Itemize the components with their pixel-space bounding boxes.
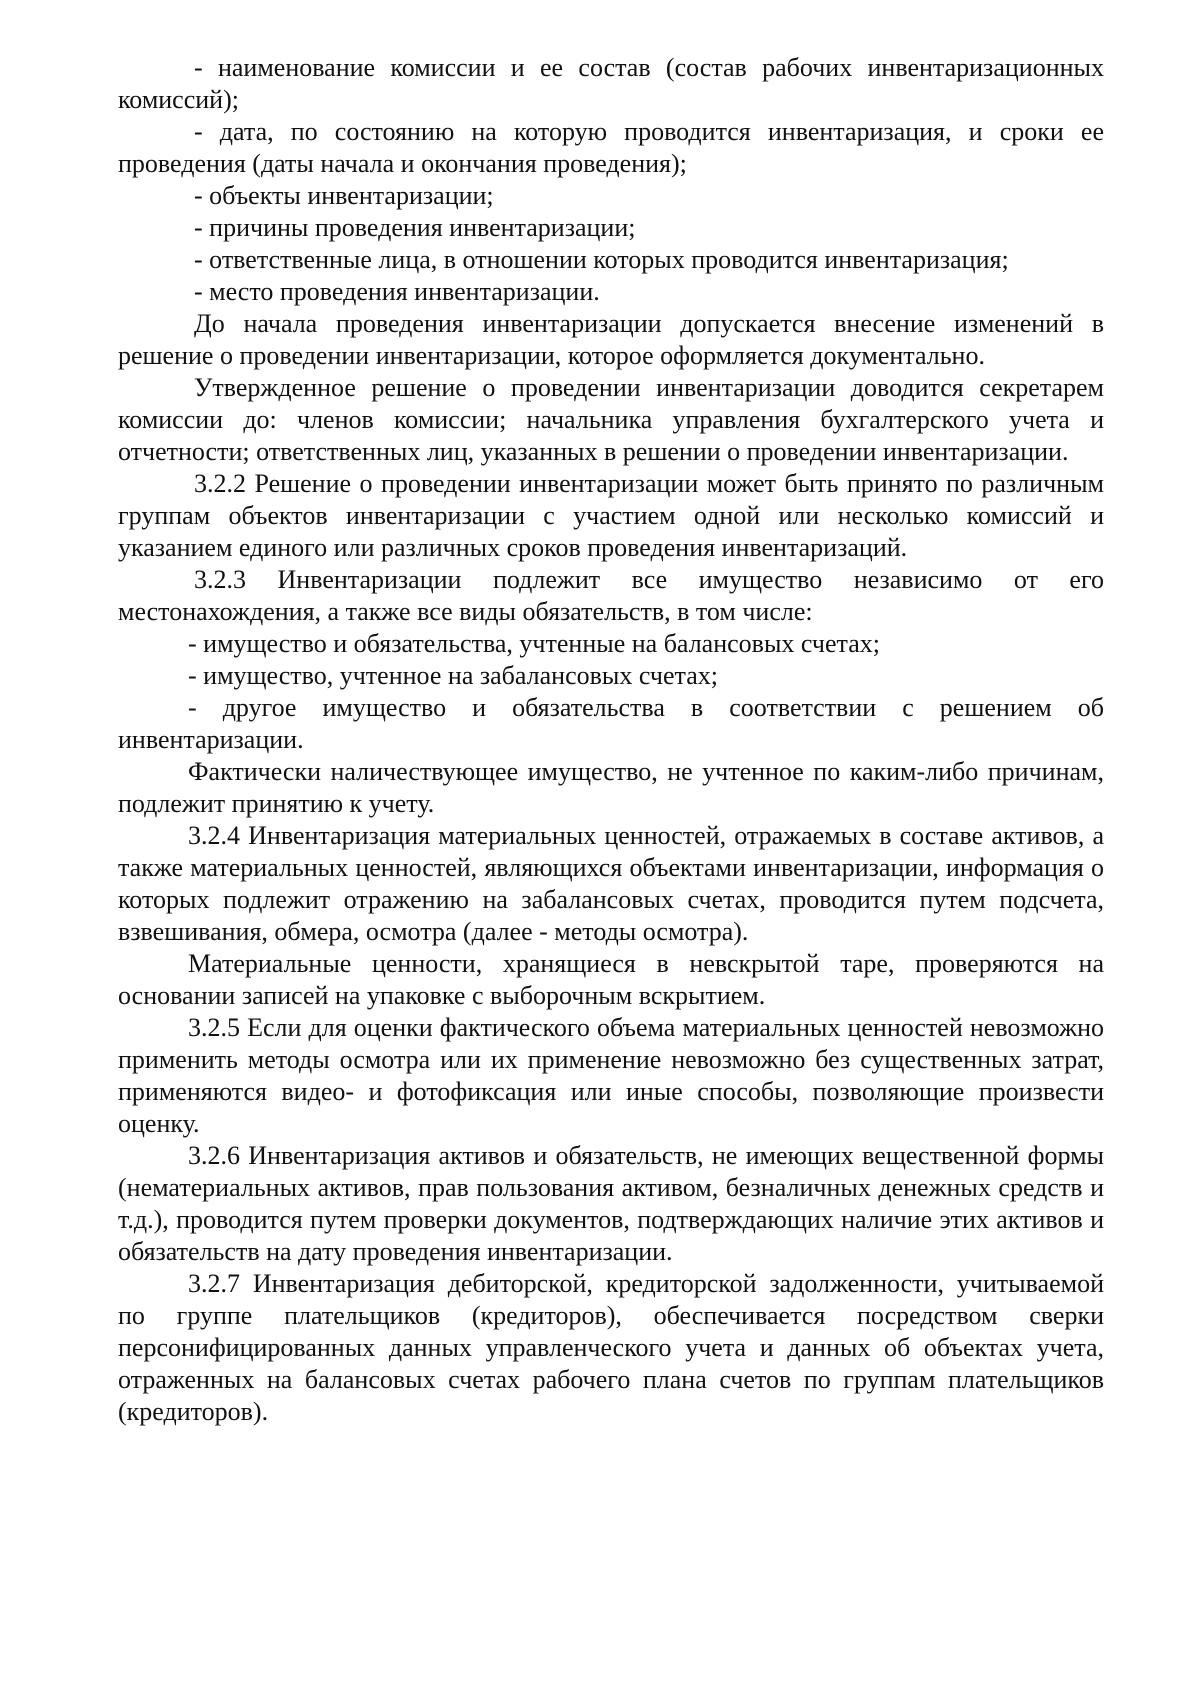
paragraph-inventory-reasons: - причины проведения инвентаризации; (194, 213, 636, 242)
paragraph-3-2-4: 3.2.4 Инвентаризация материальных ценностей, отражаемых в составе активов, а также материальных ценностей, являющихся объектами инвентаризации, информация о которых подлежит отражению на забалансовых счетах, проводится путем подсчета, взвешивания, обмера, осмотра (далее - методы осмотра). (118, 821, 1104, 946)
document-body (118, 52, 1104, 1428)
paragraph-actual-property: Фактически наличествующее имущество, не учтенное по каким-либо причинам, подлежит принятию к учету. (118, 757, 1104, 818)
paragraph-other-property: - другое имущество и обязательства в соответствии с решением об инвентаризации. (118, 693, 1104, 754)
paragraph-approved-decision: Утвержденное решение о проведении инвентаризации доводится секретарем комиссии до: членов комиссии; начальника управления бухгалтерского учета и отчетности; ответственных лиц, указанных в решении о проведении инвентаризации. (118, 373, 1104, 466)
paragraph-inventory-objects: - объекты инвентаризации; (194, 181, 494, 210)
paragraph-3-2-2: 3.2.2 Решение о проведении инвентаризации может быть принято по различным группам объектов инвентаризации с участием одной или несколько комиссий и указанием единого или различных сроков проведения инвентаризаций. (118, 469, 1104, 562)
paragraph-inventory-place: - место проведения инвентаризации. (194, 277, 600, 306)
paragraph-unopened-packaging: Материальные ценности, хранящиеся в невскрытой таре, проверяются на основании записей на упаковке с выборочным вскрытием. (118, 949, 1104, 1010)
paragraph-inventory-date: - дата, по состоянию на которую проводится инвентаризация, и сроки ее проведения (даты начала и окончания проведения); (118, 117, 1104, 178)
paragraph-changes-before-start: До начала проведения инвентаризации допускается внесение изменений в решение о проведении инвентаризации, которое оформляется документально. (118, 309, 1104, 370)
paragraph-commission-composition: - наименование комиссии и ее состав (состав рабочих инвентаризационных комиссий); (118, 53, 1104, 114)
paragraph-3-2-6: 3.2.6 Инвентаризация активов и обязательств, не имеющих вещественной формы (нематериальных активов, прав пользования активом, безналичных денежных средств и т.д.), проводится путем проверки документов, подтверждающих наличие этих активов и обязательств на дату проведения инвентаризации. (118, 1141, 1104, 1266)
paragraph-off-balance-accounts: - имущество, учтенное на забалансовых счетах; (188, 661, 718, 690)
paragraph-3-2-5: 3.2.5 Если для оценки фактического объема материальных ценностей невозможно применить методы осмотра или их применение невозможно без существенных затрат, применяются видео- и фотофиксация или иные способы, позволяющие произвести оценку. (118, 1013, 1104, 1138)
paragraph-balance-accounts: - имущество и обязательства, учтенные на балансовых счетах; (188, 629, 880, 658)
paragraph-3-2-7: 3.2.7 Инвентаризация дебиторской, кредиторской задолженности, учитываемой по группе плательщиков (кредиторов), обеспечивается посредством сверки персонифицированных данных управленческого учета и данных об объектах учета, отраженных на балансовых счетах рабочего плана счетов по группам плательщиков (кредиторов). (118, 1269, 1104, 1426)
paragraph-responsible-persons: - ответственные лица, в отношении которых проводится инвентаризация; (194, 245, 1009, 274)
paragraph-3-2-3: 3.2.3 Инвентаризации подлежит все имущество независимо от его местонахождения, а также все виды обязательств, в том числе: (118, 565, 1104, 626)
